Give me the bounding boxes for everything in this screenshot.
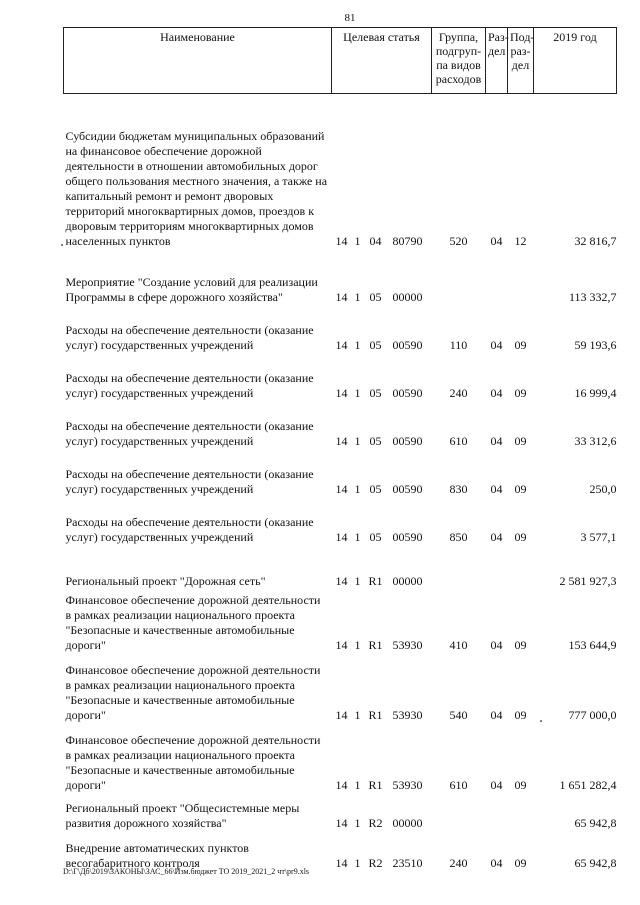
page-number: 81 bbox=[344, 12, 356, 24]
row-target-article bbox=[332, 451, 432, 499]
table-body bbox=[64, 94, 617, 873]
row-amount: 3 577,1 bbox=[580, 529, 617, 544]
target-article-part: 00590 bbox=[392, 481, 423, 496]
row-section: 04 bbox=[490, 637, 503, 652]
row-name: Региональный проект "Дорожная сеть" bbox=[65, 573, 266, 588]
table-row bbox=[64, 403, 617, 451]
target-article-part: 1 bbox=[354, 855, 361, 870]
target-article-part: 14 bbox=[335, 855, 348, 870]
row-amount: 777 000,0 bbox=[568, 707, 617, 722]
target-article-part: 1 bbox=[354, 385, 361, 400]
row-section: 04 bbox=[490, 707, 503, 722]
row-target-article bbox=[332, 833, 432, 873]
row-subsection: 09 bbox=[514, 855, 527, 870]
target-article-part: 1 bbox=[354, 289, 361, 304]
row-section: 04 bbox=[490, 855, 503, 870]
table-row bbox=[64, 499, 617, 547]
row-amount: 2 581 927,3 bbox=[559, 573, 617, 588]
row-group: 520 bbox=[449, 233, 468, 248]
target-article-part: 14 bbox=[335, 573, 348, 588]
target-article-part: R1 bbox=[368, 637, 383, 652]
target-article-part: 00590 bbox=[392, 529, 423, 544]
row-group: 540 bbox=[449, 707, 468, 722]
target-article-part: 14 bbox=[335, 385, 348, 400]
row-name: Расходы на обеспечение деятельности (оказание услуг) государственных учреждений bbox=[65, 466, 314, 496]
scan-dot bbox=[61, 244, 63, 246]
row-target-article bbox=[332, 547, 432, 591]
target-article-part: 14 bbox=[335, 233, 348, 248]
row-name: Финансовое обеспечение дорожной деятельности в рамках реализации национального проекта "Безопасные и качественные автомобильные дороги" bbox=[65, 592, 321, 652]
row-group: 830 bbox=[449, 481, 468, 496]
header-row bbox=[64, 28, 617, 94]
row-target-article bbox=[332, 403, 432, 451]
header-subsection: Под-раз-дел bbox=[508, 28, 534, 94]
target-article-part: R1 bbox=[368, 707, 383, 722]
row-section: 04 bbox=[490, 337, 503, 352]
row-group: 610 bbox=[449, 433, 468, 448]
row-group: 610 bbox=[449, 777, 468, 792]
header-section: Раз-дел bbox=[486, 28, 508, 94]
target-article-part: 1 bbox=[354, 433, 361, 448]
target-article-part: 1 bbox=[354, 637, 361, 652]
row-group bbox=[432, 251, 486, 307]
target-article-part: 53930 bbox=[392, 637, 423, 652]
table-row bbox=[64, 451, 617, 499]
row-name: Расходы на обеспечение деятельности (оказание услуг) государственных учреждений bbox=[65, 322, 314, 352]
row-target-article bbox=[332, 655, 432, 725]
row-amount: 65 942,8 bbox=[574, 815, 617, 830]
row-group: 240 bbox=[449, 385, 468, 400]
row-subsection: 09 bbox=[514, 481, 527, 496]
target-article-part: 1 bbox=[354, 337, 361, 352]
row-subsection: 09 bbox=[514, 707, 527, 722]
row-name: Расходы на обеспечение деятельности (оказание услуг) государственных учреждений bbox=[65, 370, 314, 400]
target-article-part: 14 bbox=[335, 529, 348, 544]
target-article-part: R2 bbox=[368, 855, 383, 870]
target-article-part: 14 bbox=[335, 707, 348, 722]
target-article-part: R1 bbox=[368, 777, 383, 792]
row-subsection: 09 bbox=[514, 529, 527, 544]
target-article-part: 05 bbox=[369, 289, 382, 304]
target-article-part: 14 bbox=[335, 637, 348, 652]
target-article-part: 80790 bbox=[392, 233, 423, 248]
row-target-article bbox=[332, 307, 432, 355]
scan-dot bbox=[540, 720, 542, 722]
row-name: Мероприятие "Создание условий для реализации Программы в сфере дорожного хозяйства" bbox=[65, 274, 318, 304]
footer-file-path: D:\Г\Дб\2019\ЗАКОНЫ\ЗАС_66\Изм.бюджет ТО 2019_2021_2 чт\pr9.xls bbox=[63, 867, 310, 876]
target-article-part: 05 bbox=[369, 433, 382, 448]
target-article-part: 14 bbox=[335, 481, 348, 496]
row-name: Внедрение автоматических пунктов весогабаритного контроля bbox=[65, 840, 249, 870]
target-article-part: 00590 bbox=[392, 433, 423, 448]
row-amount: 32 816,7 bbox=[574, 233, 617, 248]
row-name: Финансовое обеспечение дорожной деятельности в рамках реализации национального проекта "Безопасные и качественные автомобильные дороги" bbox=[65, 732, 321, 792]
header-year: 2019 год bbox=[534, 28, 617, 94]
row-group: 110 bbox=[449, 337, 468, 352]
row-subsection: 09 bbox=[514, 385, 527, 400]
table-row bbox=[64, 355, 617, 403]
row-name: Региональный проект "Общесистемные меры развития дорожного хозяйства" bbox=[65, 800, 300, 830]
row-target-article bbox=[332, 94, 432, 251]
table-row bbox=[64, 251, 617, 307]
target-article-part: 1 bbox=[354, 233, 361, 248]
row-section: 04 bbox=[490, 433, 503, 448]
row-target-article bbox=[332, 499, 432, 547]
target-article-part: 04 bbox=[369, 233, 382, 248]
target-article-part: 1 bbox=[354, 529, 361, 544]
row-subsection bbox=[508, 547, 534, 591]
target-article-part: 05 bbox=[369, 529, 382, 544]
row-section: 04 bbox=[490, 529, 503, 544]
target-article-part: 00590 bbox=[392, 385, 423, 400]
target-article-part: 00590 bbox=[392, 337, 423, 352]
target-article-part: 1 bbox=[354, 815, 361, 830]
row-amount: 33 312,6 bbox=[574, 433, 617, 448]
row-amount: 59 193,6 bbox=[574, 337, 617, 352]
row-name: Субсидии бюджетам муниципальных образований на финансовое обеспечение дорожной деятельности в отношении автомобильных дорог общего пользования местного значения, а также на капитальный ремонт и ремонт дворовых территорий многоквартирных домов, проездов к дворовым территориям многоквартирных домов населенных пунктов bbox=[65, 128, 328, 248]
target-article-part: 05 bbox=[369, 481, 382, 496]
target-article-part: 00000 bbox=[392, 815, 423, 830]
row-amount: 153 644,9 bbox=[568, 637, 617, 652]
table-row bbox=[64, 547, 617, 591]
header-group: Группа, подгруп-па видов расходов bbox=[432, 28, 486, 94]
target-article-part: 1 bbox=[354, 777, 361, 792]
target-article-part: 05 bbox=[369, 337, 382, 352]
row-target-article bbox=[332, 591, 432, 655]
row-section: 04 bbox=[490, 777, 503, 792]
target-article-part: 53930 bbox=[392, 777, 423, 792]
row-group: 410 bbox=[449, 637, 468, 652]
target-article-part: R1 bbox=[368, 573, 383, 588]
target-article-part: 14 bbox=[335, 815, 348, 830]
table-row bbox=[64, 725, 617, 795]
row-target-article bbox=[332, 251, 432, 307]
row-group: 240 bbox=[449, 855, 468, 870]
target-article-part: 53930 bbox=[392, 707, 423, 722]
row-amount: 113 332,7 bbox=[568, 289, 617, 304]
row-section bbox=[486, 547, 508, 591]
table-row bbox=[64, 307, 617, 355]
target-article-part: 1 bbox=[354, 573, 361, 588]
header-name: Наименование bbox=[64, 28, 332, 94]
target-article-part: 14 bbox=[335, 289, 348, 304]
row-subsection: 09 bbox=[514, 337, 527, 352]
row-target-article bbox=[332, 725, 432, 795]
table-row bbox=[64, 94, 617, 251]
table-row bbox=[64, 655, 617, 725]
target-article-part: 00000 bbox=[392, 573, 423, 588]
target-article-part: 05 bbox=[369, 385, 382, 400]
row-section bbox=[486, 795, 508, 833]
budget-table bbox=[63, 27, 617, 873]
row-subsection: 09 bbox=[514, 777, 527, 792]
row-group bbox=[432, 547, 486, 591]
row-amount: 65 942,8 bbox=[574, 855, 617, 870]
row-amount: 16 999,4 bbox=[574, 385, 617, 400]
row-amount: 250,0 bbox=[589, 481, 617, 496]
row-subsection: 09 bbox=[514, 433, 527, 448]
target-article-part: 1 bbox=[354, 481, 361, 496]
row-target-article bbox=[332, 795, 432, 833]
target-article-part: 14 bbox=[335, 777, 348, 792]
row-section: 04 bbox=[490, 385, 503, 400]
row-name: Расходы на обеспечение деятельности (оказание услуг) государственных учреждений bbox=[65, 418, 314, 448]
row-name: Финансовое обеспечение дорожной деятельности в рамках реализации национального проекта "Безопасные и качественные автомобильные дороги" bbox=[65, 662, 321, 722]
target-article-part: 14 bbox=[335, 337, 348, 352]
table-row bbox=[64, 591, 617, 655]
row-subsection bbox=[508, 795, 534, 833]
row-section: 04 bbox=[490, 233, 503, 248]
target-article-part: 14 bbox=[335, 433, 348, 448]
row-subsection: 09 bbox=[514, 637, 527, 652]
target-article-part: 00000 bbox=[392, 289, 423, 304]
row-section bbox=[486, 251, 508, 307]
row-name: Расходы на обеспечение деятельности (оказание услуг) государственных учреждений bbox=[65, 514, 314, 544]
row-section: 04 bbox=[490, 481, 503, 496]
table-row bbox=[64, 795, 617, 833]
row-subsection: 12 bbox=[514, 233, 527, 248]
target-article-part: R2 bbox=[368, 815, 383, 830]
row-group: 850 bbox=[449, 529, 468, 544]
row-amount: 1 651 282,4 bbox=[559, 777, 617, 792]
row-group bbox=[432, 795, 486, 833]
row-target-article bbox=[332, 355, 432, 403]
header-target-article: Целевая статья bbox=[332, 28, 432, 94]
target-article-part: 23510 bbox=[392, 855, 423, 870]
target-article-part: 1 bbox=[354, 707, 361, 722]
row-subsection bbox=[508, 251, 534, 307]
